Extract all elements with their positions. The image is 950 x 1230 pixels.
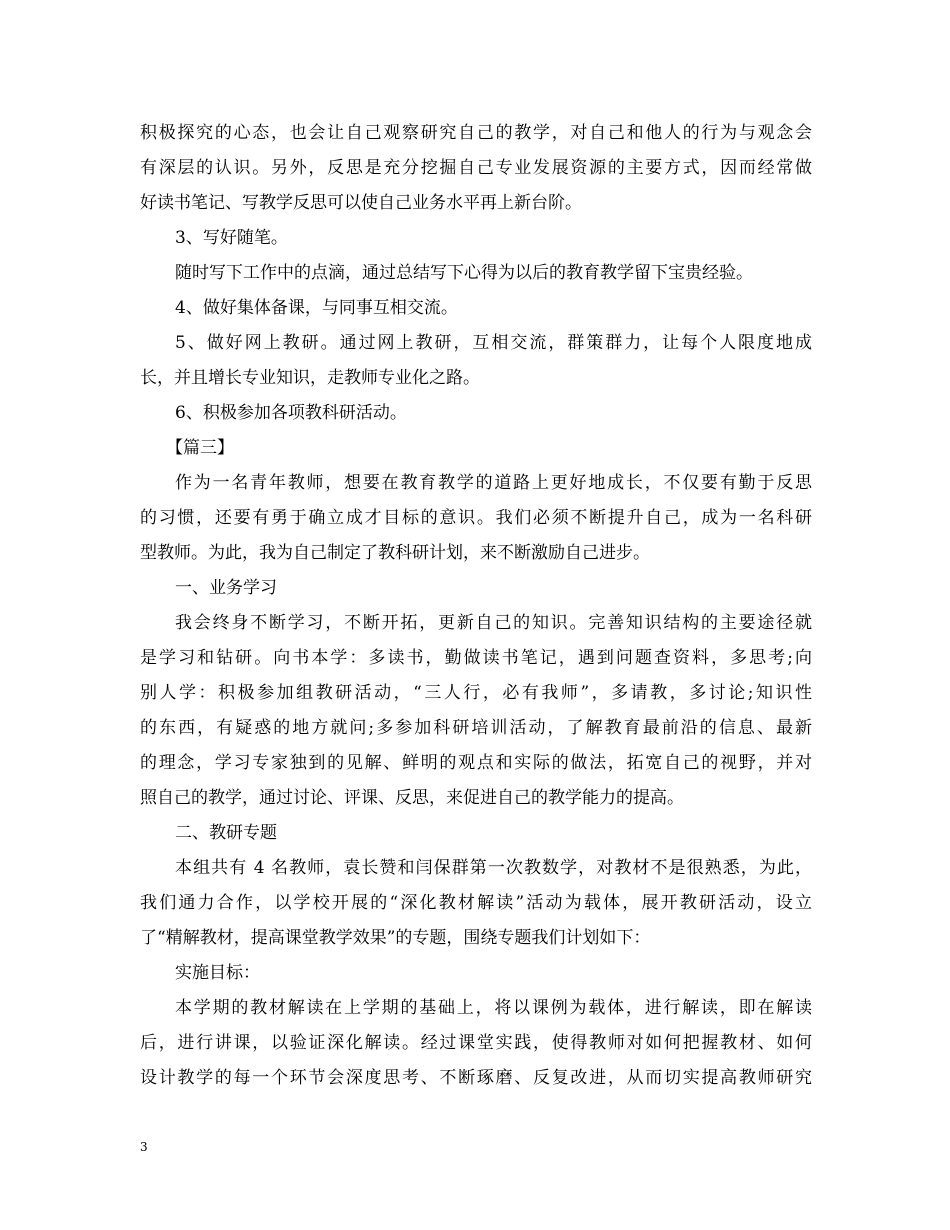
paragraph-label: 实施目标： xyxy=(175,963,260,983)
paragraph-line: 的理念，学习专家独到的见解、鲜明的观点和实际的做法，拓宽自己的视野，并对 xyxy=(140,753,812,773)
document-body xyxy=(140,116,812,1096)
list-item: 3、写好随笔。 xyxy=(175,228,288,248)
paragraph-line: 好读书笔记、写教学反思可以使自己业务水平再上新台阶。 xyxy=(140,193,582,213)
paragraph-line: 型教师。为此，我为自己制定了教科研计划，来不断激励自己进步。 xyxy=(140,543,650,563)
paragraph-line: 本组共有 4 名教师，袁长赞和闫保群第一次教数学，对教材不是很熟悉，为此， xyxy=(175,858,812,878)
paragraph-line: 积极探究的心态，也会让自己观察研究自己的教学，对自己和他人的行为与观念会 xyxy=(140,123,812,143)
paragraph-line: 作为一名青年教师，想要在教育教学的道路上更好地成长，不仅要有勤于反思 xyxy=(175,473,812,493)
paragraph-line: 本学期的教材解读在上学期的基础上，将以课例为载体，进行解读，即在解读 xyxy=(175,998,812,1018)
list-item: 5、做好网上教研。通过网上教研，互相交流，群策群力，让每个人限度地成 xyxy=(175,333,812,353)
paragraph-line: 的习惯，还要有勇于确立成才目标的意识。我们必须不断提升自己，成为一名科研 xyxy=(140,508,812,528)
list-item: 4、做好集体备课，与同事互相交流。 xyxy=(175,298,458,318)
paragraph-line: 了“精解教材，提高课堂教学效果”的专题，围绕专题我们计划如下： xyxy=(140,928,651,948)
list-item: 6、积极参加各项教科研活动。 xyxy=(175,403,407,423)
paragraph-line: 我会终身不断学习，不断开拓，更新自己的知识。完善知识结构的主要途径就 xyxy=(175,613,812,633)
section-heading: 【篇三】 xyxy=(166,438,234,458)
paragraph-line: 我们通力合作，以学校开展的“深化教材解读”活动为载体，展开教研活动，设立 xyxy=(140,893,812,913)
paragraph-line: 后，进行讲课，以验证深化解读。经过课堂实践，使得教师对如何把握教材、如何 xyxy=(140,1033,812,1053)
paragraph-line: 是学习和钻研。向书本学：多读书，勤做读书笔记，遇到问题查资料，多思考;向 xyxy=(140,648,812,668)
paragraph-line: 随时写下工作中的点滴，通过总结写下心得为以后的教育教学留下宝贵经验。 xyxy=(175,263,753,283)
section-subheading: 一、业务学习 xyxy=(175,578,277,598)
page-number: 3 xyxy=(140,1140,148,1154)
section-subheading: 二、教研专题 xyxy=(175,823,277,843)
paragraph-line: 别人学：积极参加组教研活动，“三人行，必有我师”，多请教，多讨论;知识性 xyxy=(140,683,812,703)
paragraph-line: 长，并且增长专业知识，走教师专业化之路。 xyxy=(140,368,480,388)
paragraph-line: 设计教学的每一个环节会深度思考、不断琢磨、反复改进，从而切实提高教师研究 xyxy=(140,1068,812,1088)
paragraph-line: 的东西，有疑惑的地方就问;多参加科研培训活动，了解教育最前沿的信息、最新 xyxy=(140,718,812,738)
paragraph-line: 有深层的认识。另外，反思是充分挖掘自己专业发展资源的主要方式，因而经常做 xyxy=(140,158,812,178)
paragraph-line: 照自己的教学，通过讨论、评课、反思，来促进自己的教学能力的提高。 xyxy=(140,788,684,808)
